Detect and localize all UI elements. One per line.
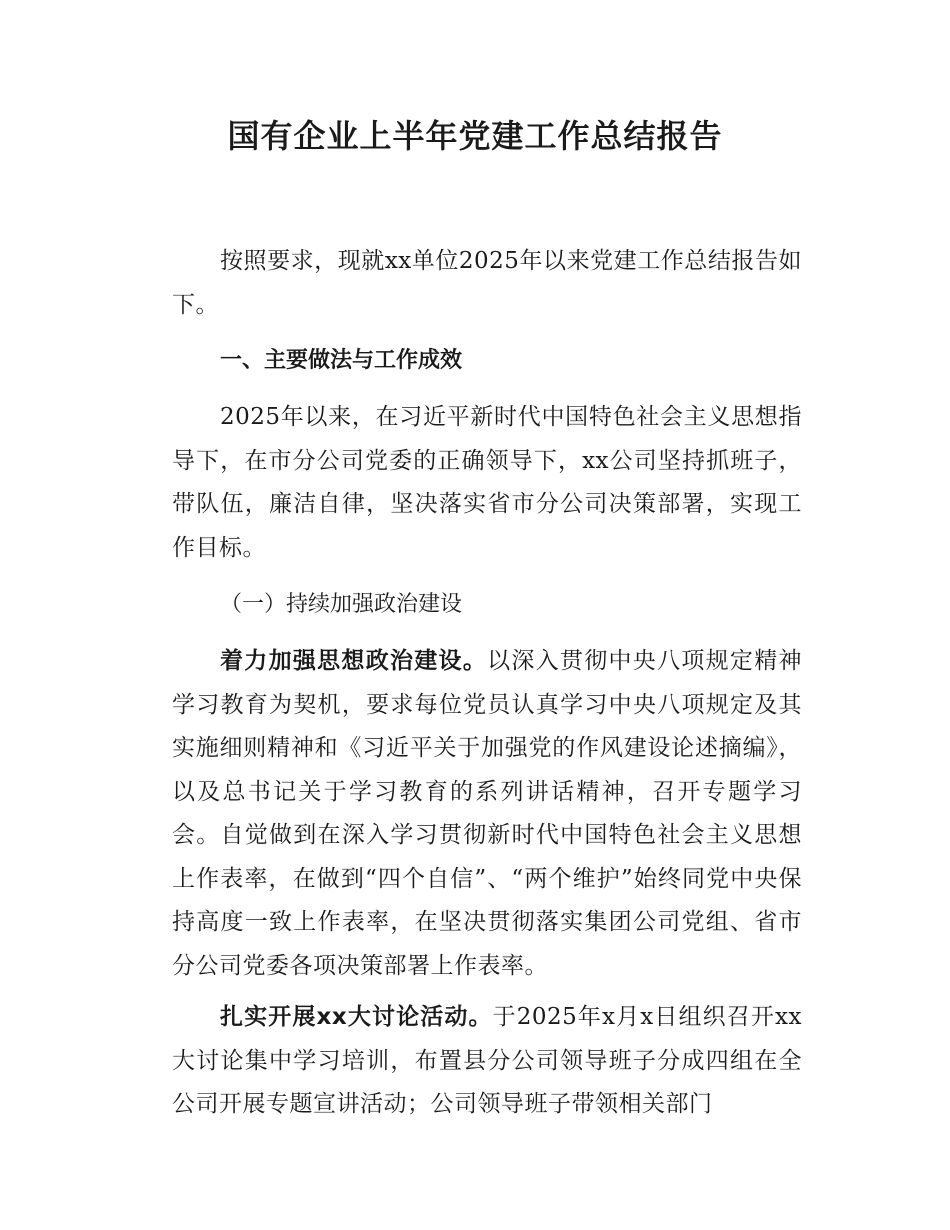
paragraph-lead-discussion-activity: 扎实开展xx大讨论活动。 xyxy=(220,1004,493,1030)
intro-paragraph: 按照要求，现就xx单位2025年以来党建工作总结报告如下。 xyxy=(172,248,802,318)
paragraph-text-ideological-building: 以深入贯彻中央八项规定精神学习教育为契机，要求每位党员认真学习中央八项规定及其实施细则精神和《习近平关于加强党的作风建设论述摘编》，以及总书记关于学习教育的系列讲话精神，召开专题学习会。自觉做到在深入学习贯彻新时代中国特色社会主义思想上作表率，在做到“四个自信”、“两个维护”始终同党中央保持高度一致上作表率，在坚决贯彻落实集团公司党组、省市分公司党委各项决策部署上作表率。 xyxy=(172,648,803,979)
document-title: 国有企业上半年党建工作总结报告 xyxy=(227,117,723,155)
paragraph-discussion-activity xyxy=(172,996,802,1127)
paragraph-ideological-building xyxy=(172,640,802,988)
section-heading-main-practices: 一、主要做法与工作成效 xyxy=(220,348,463,373)
subsection-heading-political-building: （一）持续加强政治建设 xyxy=(220,592,463,617)
paragraph-text-discussion-activity: 于2025年x月x日组织召开xx大讨论集中学习培训，布置县分公司领导班子分成四组在全公司开展专题宣讲活动；公司领导班子带领相关部门 xyxy=(172,1004,802,1117)
section-body-paragraph: 2025年以来，在习近平新时代中国特色社会主义思想指导下，在市分公司党委的正确领导下，xx公司坚持抓班子，带队伍，廉洁自律，坚决落实省市分公司决策部署，实现工作目标。 xyxy=(172,404,802,561)
paragraph-lead-ideological-building: 着力加强思想政治建设。 xyxy=(220,648,488,674)
